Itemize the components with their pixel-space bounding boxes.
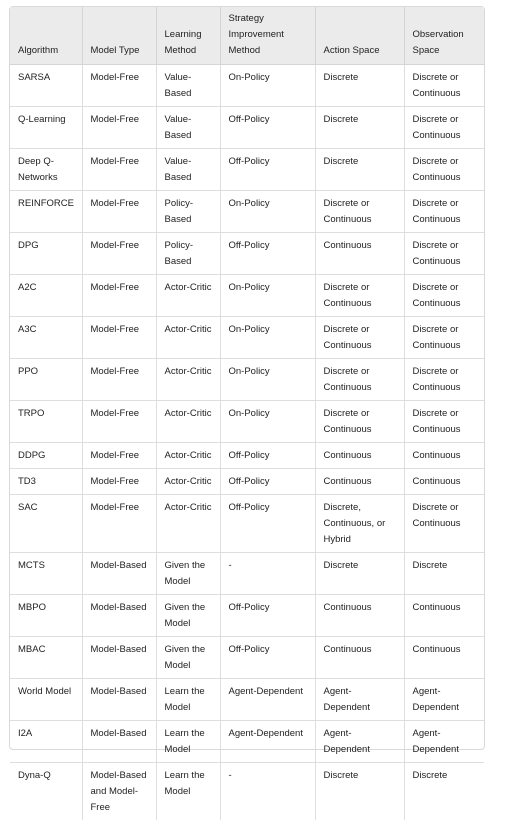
cell-algorithm: Dyna-Q (10, 763, 82, 820)
cell-algorithm: DPG (10, 233, 82, 275)
cell-algorithm: DDPG (10, 443, 82, 469)
table-row (10, 495, 484, 553)
cell-strategy-improvement-method: Off-Policy (220, 149, 315, 191)
cell-action-space: Discrete (315, 553, 404, 595)
cell-model-type: Model-Free (82, 107, 156, 149)
cell-strategy-improvement-method: Off-Policy (220, 107, 315, 149)
table-row (10, 721, 484, 763)
table-row (10, 469, 484, 495)
cell-observation-space: Agent-Dependent (404, 679, 484, 721)
cell-learning-method: Actor-Critic (156, 443, 220, 469)
cell-action-space: Discrete or Continuous (315, 359, 404, 401)
cell-action-space: Discrete (315, 149, 404, 191)
cell-observation-space: Discrete (404, 553, 484, 595)
cell-strategy-improvement-method: On-Policy (220, 359, 315, 401)
cell-algorithm: TRPO (10, 401, 82, 443)
table-row (10, 359, 484, 401)
cell-learning-method: Value-Based (156, 107, 220, 149)
cell-model-type: Model-Based and Model-Free (82, 763, 156, 820)
cell-model-type: Model-Free (82, 149, 156, 191)
cell-action-space: Discrete, Continuous, or Hybrid (315, 495, 404, 553)
cell-model-type: Model-Based (82, 679, 156, 721)
cell-model-type: Model-Free (82, 443, 156, 469)
cell-action-space: Agent-Dependent (315, 679, 404, 721)
cell-model-type: Model-Free (82, 191, 156, 233)
cell-model-type: Model-Free (82, 401, 156, 443)
table-row (10, 443, 484, 469)
cell-algorithm: I2A (10, 721, 82, 763)
table-row (10, 191, 484, 233)
table-row (10, 637, 484, 679)
cell-learning-method: Value-Based (156, 149, 220, 191)
cell-strategy-improvement-method: On-Policy (220, 191, 315, 233)
cell-action-space: Continuous (315, 469, 404, 495)
cell-observation-space: Discrete or Continuous (404, 359, 484, 401)
cell-action-space: Discrete (315, 763, 404, 820)
cell-algorithm: A3C (10, 317, 82, 359)
cell-observation-space: Discrete or Continuous (404, 107, 484, 149)
cell-learning-method: Policy-Based (156, 233, 220, 275)
cell-model-type: Model-Free (82, 65, 156, 107)
cell-strategy-improvement-method: On-Policy (220, 317, 315, 359)
rl-algorithms-table-container (9, 6, 485, 750)
cell-observation-space: Continuous (404, 595, 484, 637)
cell-algorithm: TD3 (10, 469, 82, 495)
cell-model-type: Model-Free (82, 233, 156, 275)
cell-model-type: Model-Based (82, 553, 156, 595)
cell-algorithm: MBPO (10, 595, 82, 637)
cell-action-space: Continuous (315, 233, 404, 275)
cell-learning-method: Actor-Critic (156, 495, 220, 553)
header-strategy-improvement-method: Strategy Improvement Method (220, 7, 315, 65)
cell-observation-space: Discrete or Continuous (404, 65, 484, 107)
cell-model-type: Model-Free (82, 469, 156, 495)
cell-model-type: Model-Free (82, 275, 156, 317)
cell-observation-space: Agent-Dependent (404, 721, 484, 763)
cell-observation-space: Discrete or Continuous (404, 495, 484, 553)
table-row (10, 595, 484, 637)
cell-strategy-improvement-method: Off-Policy (220, 637, 315, 679)
cell-action-space: Discrete or Continuous (315, 317, 404, 359)
table-header (10, 7, 484, 65)
cell-learning-method: Learn the Model (156, 679, 220, 721)
table-row (10, 233, 484, 275)
cell-observation-space: Discrete or Continuous (404, 233, 484, 275)
cell-learning-method: Actor-Critic (156, 469, 220, 495)
cell-algorithm: REINFORCE (10, 191, 82, 233)
cell-algorithm: Q-Learning (10, 107, 82, 149)
cell-algorithm: PPO (10, 359, 82, 401)
cell-action-space: Continuous (315, 595, 404, 637)
cell-strategy-improvement-method: Off-Policy (220, 595, 315, 637)
cell-observation-space: Discrete or Continuous (404, 317, 484, 359)
table-row (10, 317, 484, 359)
table-row (10, 149, 484, 191)
cell-strategy-improvement-method: - (220, 763, 315, 820)
cell-observation-space: Discrete or Continuous (404, 191, 484, 233)
cell-model-type: Model-Free (82, 359, 156, 401)
cell-learning-method: Policy-Based (156, 191, 220, 233)
rl-algorithms-table (10, 7, 484, 820)
cell-algorithm: MCTS (10, 553, 82, 595)
cell-strategy-improvement-method: Off-Policy (220, 443, 315, 469)
cell-observation-space: Continuous (404, 443, 484, 469)
cell-strategy-improvement-method: Off-Policy (220, 495, 315, 553)
cell-algorithm: MBAC (10, 637, 82, 679)
cell-learning-method: Given the Model (156, 637, 220, 679)
cell-observation-space: Discrete or Continuous (404, 149, 484, 191)
cell-model-type: Model-Free (82, 495, 156, 553)
cell-learning-method: Given the Model (156, 595, 220, 637)
header-algorithm: Algorithm (10, 7, 82, 65)
cell-observation-space: Discrete or Continuous (404, 275, 484, 317)
cell-algorithm: World Model (10, 679, 82, 721)
cell-action-space: Discrete or Continuous (315, 275, 404, 317)
table-row (10, 679, 484, 721)
header-action-space: Action Space (315, 7, 404, 65)
cell-algorithm: SAC (10, 495, 82, 553)
cell-strategy-improvement-method: - (220, 553, 315, 595)
table-row (10, 107, 484, 149)
cell-strategy-improvement-method: On-Policy (220, 275, 315, 317)
cell-learning-method: Actor-Critic (156, 359, 220, 401)
cell-algorithm: Deep Q-Networks (10, 149, 82, 191)
cell-observation-space: Continuous (404, 469, 484, 495)
cell-strategy-improvement-method: Agent-Dependent (220, 679, 315, 721)
cell-strategy-improvement-method: Agent-Dependent (220, 721, 315, 763)
cell-model-type: Model-Free (82, 317, 156, 359)
cell-strategy-improvement-method: On-Policy (220, 65, 315, 107)
table-row (10, 763, 484, 820)
cell-learning-method: Value-Based (156, 65, 220, 107)
table-row (10, 65, 484, 107)
cell-strategy-improvement-method: On-Policy (220, 401, 315, 443)
table-row (10, 553, 484, 595)
cell-algorithm: SARSA (10, 65, 82, 107)
cell-action-space: Discrete or Continuous (315, 191, 404, 233)
cell-model-type: Model-Based (82, 637, 156, 679)
cell-learning-method: Actor-Critic (156, 317, 220, 359)
header-learning-method: Learning Method (156, 7, 220, 65)
table-row (10, 275, 484, 317)
cell-action-space: Continuous (315, 637, 404, 679)
cell-observation-space: Continuous (404, 637, 484, 679)
header-model-type: Model Type (82, 7, 156, 65)
table-body (10, 65, 484, 820)
cell-action-space: Discrete or Continuous (315, 401, 404, 443)
cell-strategy-improvement-method: Off-Policy (220, 233, 315, 275)
cell-model-type: Model-Based (82, 721, 156, 763)
cell-learning-method: Given the Model (156, 553, 220, 595)
cell-learning-method: Learn the Model (156, 763, 220, 820)
cell-algorithm: A2C (10, 275, 82, 317)
cell-action-space: Discrete (315, 65, 404, 107)
cell-learning-method: Learn the Model (156, 721, 220, 763)
cell-action-space: Continuous (315, 443, 404, 469)
cell-model-type: Model-Based (82, 595, 156, 637)
cell-observation-space: Discrete (404, 763, 484, 820)
cell-learning-method: Actor-Critic (156, 275, 220, 317)
cell-action-space: Discrete (315, 107, 404, 149)
cell-strategy-improvement-method: Off-Policy (220, 469, 315, 495)
cell-learning-method: Actor-Critic (156, 401, 220, 443)
table-row (10, 401, 484, 443)
header-row (10, 7, 484, 65)
cell-observation-space: Discrete or Continuous (404, 401, 484, 443)
cell-action-space: Agent-Dependent (315, 721, 404, 763)
header-observation-space: Observation Space (404, 7, 484, 65)
